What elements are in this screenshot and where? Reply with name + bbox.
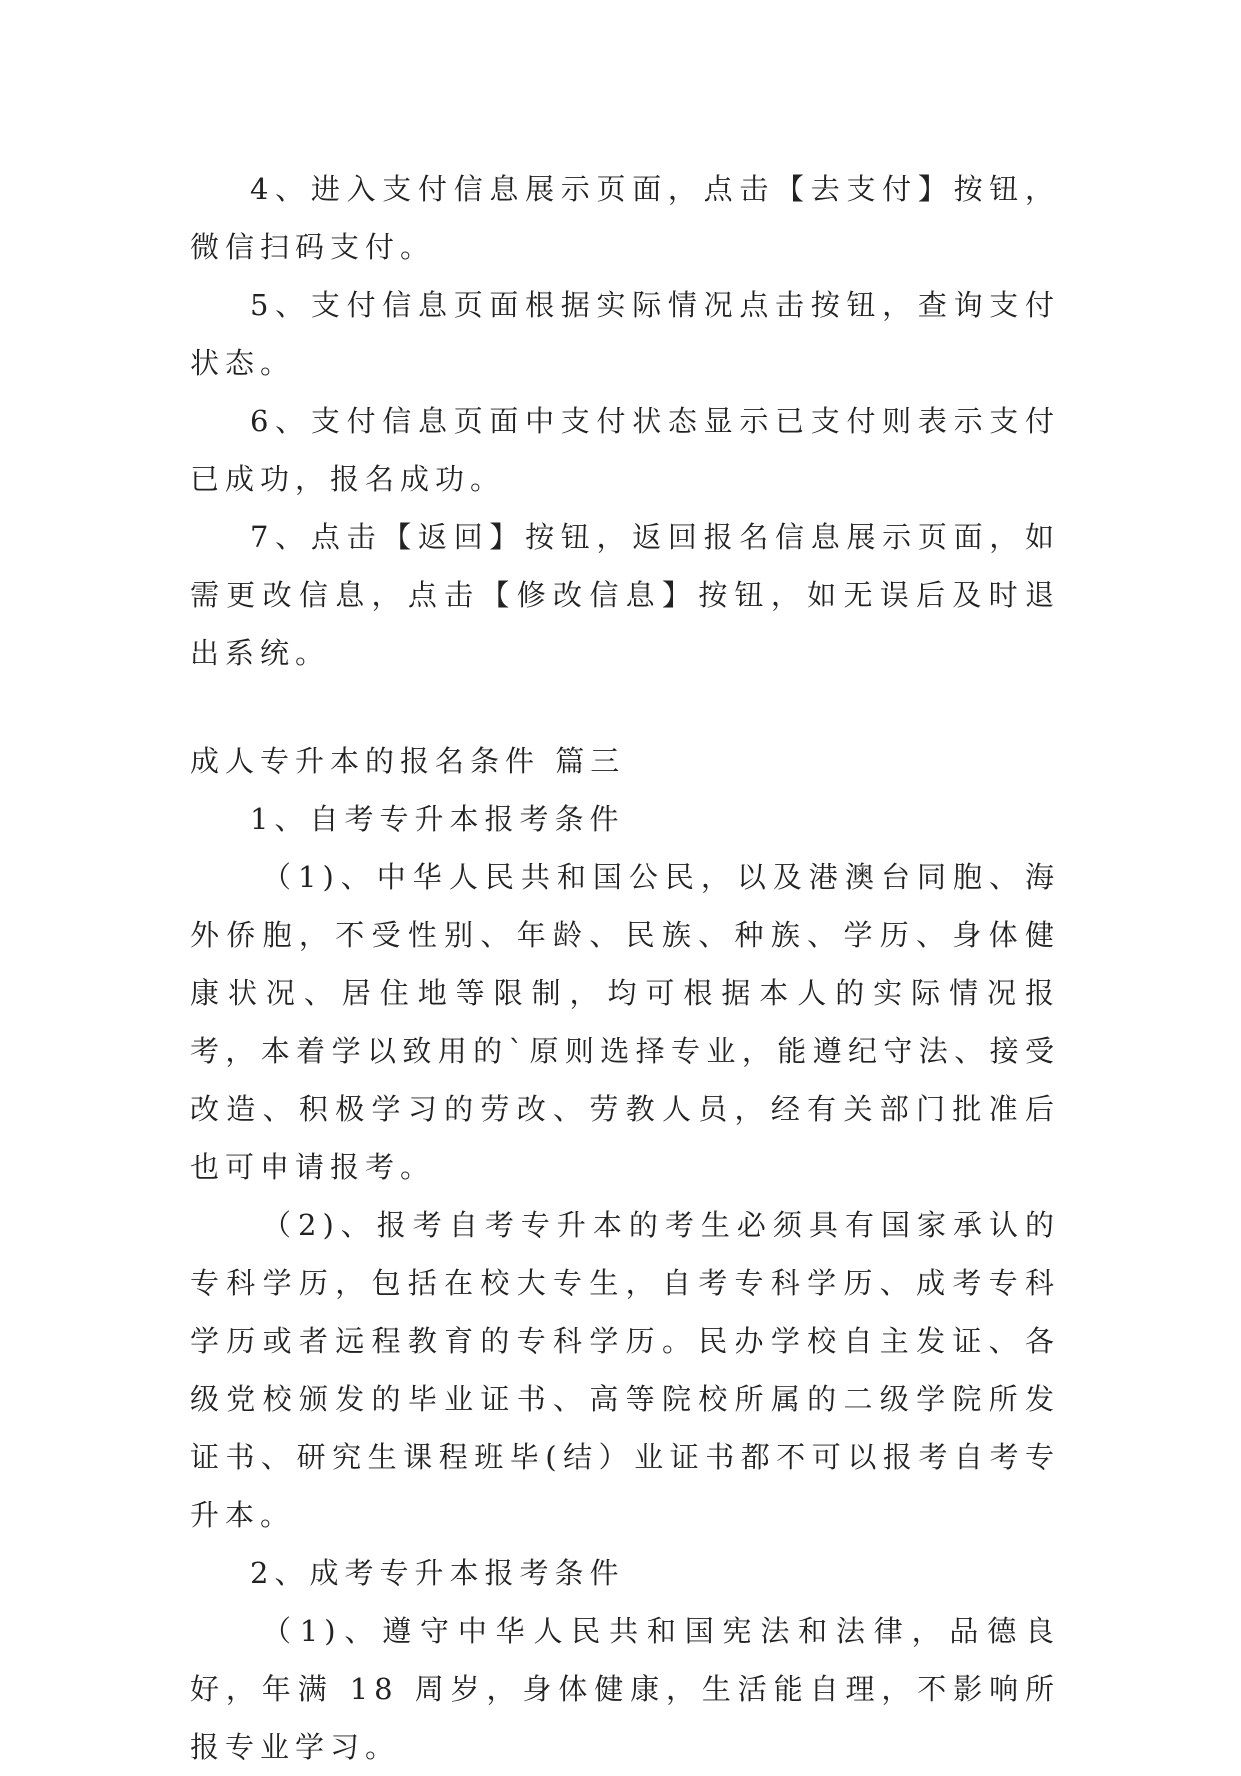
subheading-adult-exam: 2、成考专升本报考条件 [250,1556,625,1590]
step-6-paragraph: 6、支付信息页面中支付状态显示已支付则表示支付已成功，报名成功。 [190,404,1060,496]
step-7-paragraph: 7、点击【返回】按钮，返回报名信息展示页面，如需更改信息，点击【修改信息】按钮，如无误后及时退出系统。 [190,520,1060,670]
section-title: 成人专升本的报名条件 篇三 [190,744,626,778]
subheading-self-study: 1、自考专升本报考条件 [250,802,625,836]
document-body [190,160,1060,1776]
step-4-paragraph: 4、进入支付信息展示页面，点击【去支付】按钮，微信扫码支付。 [190,172,1060,264]
condition-1-paragraph: （1)、中华人民共和国公民，以及港澳台同胞、海外侨胞，不受性别、年龄、民族、种族、学历、身体健康状况、居住地等限制，均可根据本人的实际情况报考，本着学以致用的`原则选择专业，能遵纪守法、接受改造、积极学习的劳改、劳教人员，经有关部门批准后也可申请报考。 [190,860,1060,1184]
condition-2-paragraph: （2)、报考自考专升本的考生必须具有国家承认的专科学历，包括在校大专生，自考专科学历、成考专科学历或者远程教育的专科学历。民办学校自主发证、各级党校颁发的毕业证书、高等院校所属的二级学院所发证书、研究生课程班毕(结）业证书都不可以报考自考专升本。 [190,1208,1060,1532]
section-gap [190,682,1060,732]
condition-3-paragraph: （1)、遵守中华人民共和国宪法和法律，品德良好，年满 18 周岁，身体健康，生活能自理，不影响所报专业学习。 [190,1614,1060,1764]
step-5-paragraph: 5、支付信息页面根据实际情况点击按钮，查询支付状态。 [190,288,1060,380]
